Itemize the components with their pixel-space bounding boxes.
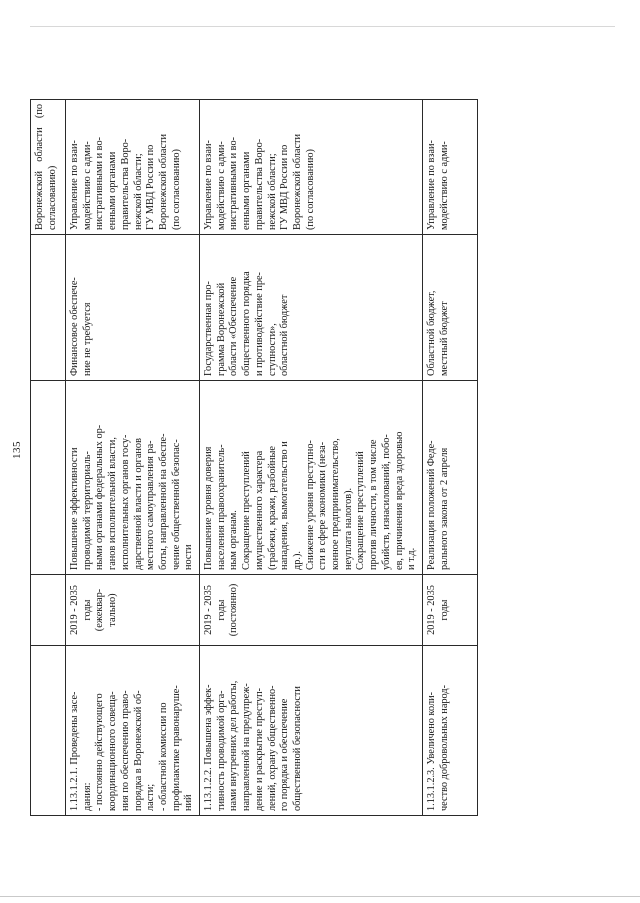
- text-line: Финансовое обеспече-: [69, 277, 80, 376]
- text-line: дарственной власти и органов: [132, 438, 144, 570]
- text-line: ния по обеспечению право-: [119, 690, 131, 811]
- text-line: 2019 - 2035: [425, 585, 437, 635]
- text-line: ганов исполнительной власти,: [107, 437, 119, 570]
- text-line: 2019 - 2035: [203, 585, 215, 635]
- table-row: [66, 100, 200, 816]
- text-line: области «Обеспечение: [228, 276, 240, 376]
- result-cell: [31, 646, 66, 816]
- text-line: годы: [81, 599, 93, 621]
- text-line: местного самоуправления ра-: [145, 440, 157, 570]
- result-cell: [422, 646, 477, 816]
- text-line: рального закона от 2 апреля: [438, 447, 450, 570]
- period-cell: [200, 575, 423, 646]
- text-line: - постоянно действующего: [94, 693, 106, 811]
- text-line: (по согласованию): [170, 149, 182, 230]
- text-line: ности: [183, 544, 195, 570]
- effect-cell: [200, 381, 423, 575]
- text-line: населения правоохранитель-: [215, 444, 227, 570]
- text-line: 1.13.1.2.1. Проведены засе-: [69, 691, 80, 811]
- text-line: ев, причинения вреда здоровью: [393, 431, 405, 570]
- text-line: 1.13.1.2.2. Повышена эффек-: [203, 684, 215, 811]
- text-line: дение и раскрытие преступ-: [253, 687, 265, 811]
- text-line: нежской области;: [266, 153, 278, 230]
- text-line: общественной безопасности: [291, 686, 303, 811]
- text-line: ГУ МВД России по: [145, 144, 157, 230]
- period-cell: [422, 575, 477, 646]
- text-line: ным органам.: [228, 510, 240, 570]
- text-line: (постоянно): [228, 583, 240, 637]
- text-line: модействию с адми-: [438, 141, 450, 230]
- text-line: го порядка и обеспечение: [279, 698, 291, 811]
- text-line: чение общественной безопас-: [170, 439, 182, 570]
- effect-cell: [422, 381, 477, 575]
- text-line: (грабежи, кражи, разбойные: [266, 446, 278, 570]
- text-line: исполнительных органов госу-: [119, 434, 131, 570]
- measures-table-body: [31, 100, 478, 816]
- text-line: лений, охрану общественно-: [266, 685, 278, 811]
- text-line: ласти;: [145, 783, 157, 811]
- text-line: тивность проводимой орга-: [215, 690, 227, 811]
- text-line: ние не требуется: [81, 302, 93, 376]
- text-line: нежской области;: [132, 153, 144, 230]
- page-number: 135: [11, 441, 23, 459]
- text-line: 1.13.1.2.3. Увеличено коли-: [425, 691, 437, 811]
- text-line: чество добровольных народ-: [438, 684, 450, 811]
- text-line: правительства Воро-: [253, 138, 265, 230]
- text-line: годы: [215, 599, 227, 621]
- text-line: против личности, в том числе: [368, 439, 380, 570]
- text-line: енными органами: [107, 151, 119, 230]
- text-line: (по согласованию): [304, 149, 316, 230]
- text-line: местный бюджет: [438, 301, 450, 376]
- period-cell: [66, 575, 200, 646]
- text-line: правительства Воро-: [119, 138, 131, 230]
- text-line: Государственная про-: [203, 281, 215, 376]
- text-line: Воронежской области: [157, 133, 169, 230]
- result-cell: [66, 646, 200, 816]
- text-line: грамма Воронежской: [215, 282, 227, 376]
- text-line: Снижение уровня преступно-: [304, 440, 316, 570]
- text-line: годы: [438, 599, 450, 621]
- measures-table: [30, 99, 478, 816]
- text-line: боты, направленной на обеспе-: [157, 433, 169, 570]
- text-line: др.).: [291, 551, 303, 570]
- text-line: ными органами федеральных ор-: [94, 424, 106, 570]
- text-line: и противодействие пре-: [253, 272, 265, 376]
- scan-edge-line: [0, 896, 640, 897]
- text-line: нападения, вымогательство и: [279, 441, 291, 570]
- text-line: 2019 - 2035: [69, 585, 80, 635]
- text-line: (ежеквар-: [94, 588, 106, 632]
- text-line: областной бюджет: [279, 294, 291, 376]
- text-line: ГУ МВД России по: [279, 144, 291, 230]
- result-cell: [200, 646, 423, 816]
- text-line: - областной комиссии по: [157, 702, 169, 811]
- text-line: и т.д.: [406, 547, 418, 570]
- text-line: конное предпринимательство,: [330, 438, 342, 570]
- text-line: порядка в Воронежской об-: [132, 690, 144, 811]
- text-line: Управление по взаи-: [203, 140, 215, 230]
- text-line: нистративными и во-: [228, 136, 240, 230]
- text-line: Сокращение преступлений: [241, 451, 253, 570]
- text-line: сти в сфере экономики (неза-: [317, 441, 329, 570]
- text-line: Управление по взаи-: [69, 140, 80, 230]
- table-row: [200, 100, 423, 816]
- finance-cell: [422, 235, 477, 381]
- text-line: нами внутренних дел работы,: [228, 680, 240, 811]
- executor-cell: [200, 100, 423, 235]
- text-line: Областной бюджет,: [425, 290, 437, 376]
- effect-cell: [66, 381, 200, 575]
- text-line: убийств, изнасилований, побо-: [380, 434, 392, 570]
- effect-cell: [31, 381, 66, 575]
- text-line: Повышение уровня доверия: [203, 446, 215, 570]
- text-line: направленной на предупреж-: [241, 683, 253, 811]
- text-line: ний: [183, 794, 195, 811]
- text-line: неуплата налогов).: [342, 487, 354, 570]
- text-line: Реализация положений Феде-: [425, 440, 437, 570]
- text-line: имущественного характера: [253, 450, 265, 570]
- executor-cell: [422, 100, 477, 235]
- text-line: Воронежской области: [291, 133, 303, 230]
- executor-cell: Воронежской области (по согласованию): [31, 100, 66, 235]
- finance-cell: [200, 235, 423, 381]
- text-line: профилактике правонаруше-: [170, 685, 182, 811]
- text-line: тально): [107, 593, 119, 627]
- text-line: общественного порядка: [241, 271, 253, 376]
- text-line: Управление по взаи-: [425, 140, 437, 230]
- finance-cell: [31, 235, 66, 381]
- text-line: Повышение эффективности: [69, 447, 80, 570]
- scan-margin-line: [30, 26, 615, 27]
- text-line: нистративными и во-: [94, 136, 106, 230]
- finance-cell: [66, 235, 200, 381]
- text-line: координационного совеща-: [107, 691, 119, 811]
- text-line: енными органами: [241, 151, 253, 230]
- text-line: модействию с адми-: [81, 141, 93, 230]
- executor-cell: [66, 100, 200, 235]
- text-line: ступности»,: [266, 323, 278, 376]
- text-line: модействию с адми-: [215, 141, 227, 230]
- table-row: [31, 100, 66, 816]
- table-row: [422, 100, 477, 816]
- text-line: Сокращение преступлений: [355, 451, 367, 570]
- text-line: проводимой территориаль-: [81, 451, 93, 570]
- text-line: дания:: [81, 782, 93, 811]
- period-cell: [31, 575, 66, 646]
